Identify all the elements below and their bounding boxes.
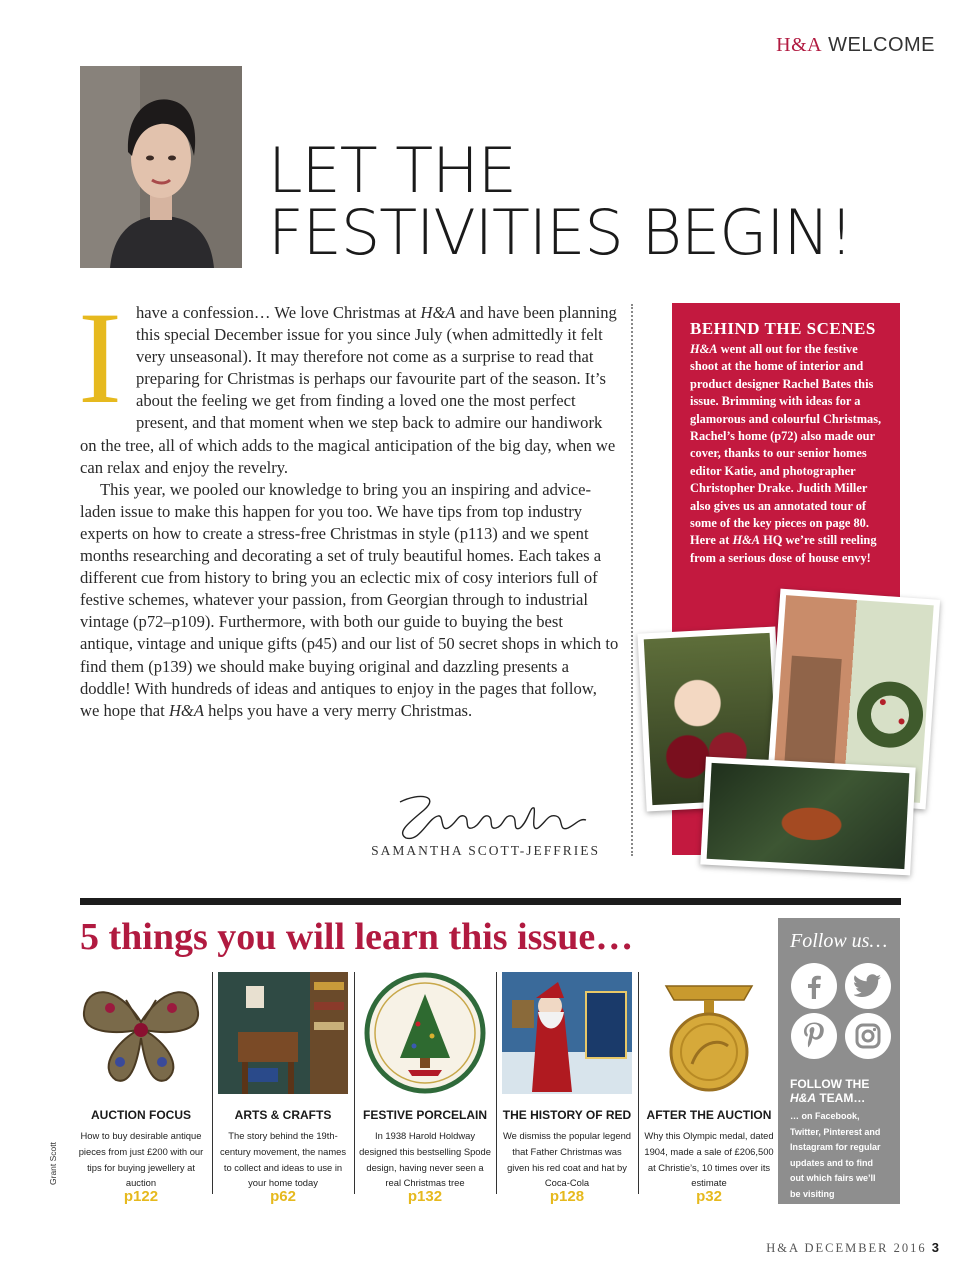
- things-title: 5 things you will learn this issue…: [80, 916, 634, 958]
- thing-title: AUCTION FOCUS: [91, 1108, 191, 1122]
- thing-page: p62: [270, 1188, 296, 1205]
- thing-page: p132: [407, 1188, 443, 1205]
- facebook-icon[interactable]: [791, 963, 837, 1009]
- folio-text: H&A DECEMBER 2016: [766, 1241, 927, 1255]
- thing-title: FESTIVE PORCELAIN: [362, 1108, 487, 1122]
- follow-head-b: TEAM…: [816, 1091, 866, 1105]
- thing-item-festive-porcelain: [356, 972, 494, 1205]
- arts-crafts-room-image: [218, 972, 348, 1094]
- thing-text: We dismiss the popular legend that Father Christmas was given his red coat and hat by Coca-Cola: [502, 1130, 632, 1189]
- thing-title: THE HISTORY OF RED: [502, 1108, 632, 1122]
- thing-divider: [354, 972, 355, 1194]
- thing-item-history-of-red: [498, 972, 636, 1205]
- editor-letter: [78, 284, 620, 722]
- headline: [268, 134, 918, 269]
- letter-p2-brand: H&A: [168, 700, 204, 720]
- things-list: [72, 972, 774, 1205]
- behind-the-scenes-text: [690, 341, 882, 567]
- father-christmas-card-image: [502, 972, 632, 1094]
- thing-text: The story behind the 19th-century movement, the names to collect and ideas to use in your home today: [219, 1130, 347, 1189]
- follow-us-box: [778, 918, 900, 1204]
- section-tag: [776, 34, 935, 57]
- letter-p1-brand: H&A: [420, 303, 456, 322]
- behind-brand-2: H&A: [732, 533, 760, 548]
- portrait-illustration: [80, 66, 242, 268]
- dropcap: I: [78, 284, 122, 431]
- social-icons: [791, 963, 888, 1059]
- instagram-icon[interactable]: [845, 1013, 891, 1059]
- thing-text: In 1938 Harold Holdway designed this bestselling Spode design, having never seen a real Christmas tree: [359, 1130, 491, 1189]
- letter-p1-part-b: and have been planning this special December issue for you since July (when admittedly it felt very unseasonal). It may therefore not come as a surprise to read that preparing for Christmas is perhaps our favourite part of the season. It’s about the feeling we get from finding a loved one the most perfect present, and that moment when we step back to admire our handiwork on the tree, all of which adds to the magical anticipation of the big day, when we can relax and enjoy the revelry.: [80, 303, 617, 477]
- behind-text-b: HQ we’re still reeling from a serious dose of house envy!: [690, 533, 877, 565]
- pinterest-icon[interactable]: [791, 1013, 837, 1059]
- headline-line-1: LET THE: [268, 134, 516, 207]
- behind-brand: H&A: [690, 342, 718, 356]
- letter-paragraph-2: [80, 479, 620, 722]
- thing-item-auction-focus: [72, 972, 210, 1205]
- thing-divider: [496, 972, 497, 1194]
- letter-p2-part-b: helps you have a very merry Christmas.: [203, 700, 473, 720]
- headline-line-2: FESTIVITIES BEGIN!: [268, 196, 853, 269]
- behind-text-a: went all out for the festive shoot at the home of interior and product designer Rachel Bates this issue. Brimming with ideas for a glamorous and colourful Christmas, Rachel’s home (p72) also made our cover, thanks to our senior homes editor Katie, and photographer Christopher Drake. Judith Miller also gives us an annotated tour of some of the key pieces on page 80. Here at: [690, 342, 882, 548]
- thing-item-after-the-auction: [640, 972, 778, 1205]
- column-divider: [631, 304, 633, 856]
- letter-p1-part-a: have a confession… We love Christmas at: [135, 303, 421, 322]
- spode-plate-image: [360, 972, 490, 1094]
- thing-page: p128: [549, 1188, 585, 1205]
- signature-name: SAMANTHA SCOTT-JEFFRIES: [371, 843, 600, 858]
- section-rule: [80, 898, 901, 905]
- pinterest-glyph: [802, 1022, 826, 1050]
- instagram-glyph: [855, 1023, 881, 1049]
- butterfly-brooch-image: [76, 972, 206, 1094]
- follow-us-title: Follow us…: [790, 930, 888, 952]
- photo-pheasant-image: [707, 763, 910, 869]
- page-number: 3: [931, 1240, 941, 1255]
- thing-title: AFTER THE AUCTION: [646, 1108, 772, 1122]
- follow-heading: [790, 1077, 888, 1105]
- letter-p2-part-a: This year, we pooled our knowledge to bring you an inspiring and advice-laden issue to make this happen for you too. We have tips from top industry experts on how to create a stress-free Christmas in style (p113) and we spent months researching and decorating a set of truly beautiful homes. Each takes a different cue from history to bring you an eclectic mix of cosy interiors full of festive schemes, whatever your passion, from Georgian through to industrial vintage (p72–p109). Furthermore, with both our guide to buying the best antique, vintage and unique gifts (p45) and our list of 50 secret shops in which to find them (p139) we should make buying original and dazzling presents a doddle! With hundreds of ideas and antiques to enjoy in the pages that follow, we hope that: [80, 479, 619, 720]
- twitter-glyph: [854, 974, 882, 998]
- editor-portrait: [80, 66, 242, 268]
- section-name: WELCOME: [828, 34, 935, 56]
- section-brand: H&A: [776, 34, 823, 56]
- thing-text: How to buy desirable antique pieces from just £200 with our tips for buying jewellery at auction: [78, 1130, 204, 1189]
- olympic-medal-image: [644, 972, 774, 1094]
- page-folio: [766, 1240, 941, 1256]
- thing-divider: [212, 972, 213, 1194]
- follow-head-a: FOLLOW THE: [790, 1077, 870, 1091]
- thing-page: p122: [123, 1188, 159, 1205]
- thing-divider: [638, 972, 639, 1194]
- thing-item-arts-crafts: [214, 972, 352, 1205]
- photo-pheasant-ornament: [700, 757, 915, 876]
- letter-paragraph-1: [78, 284, 620, 479]
- thing-page: p32: [696, 1188, 722, 1205]
- thing-text: Why this Olympic medal, dated 1904, made a sale of £206,500 at Christie’s, 10 times over its estimate: [644, 1130, 774, 1189]
- follow-text: … on Facebook, Twitter, Pinterest and Instagram for regular updates and to find out which fairs we’ll be visiting: [790, 1111, 881, 1199]
- behind-the-scenes-title: BEHIND THE SCENES: [690, 319, 876, 338]
- photo-credit: Grant Scott: [48, 1142, 58, 1185]
- twitter-icon[interactable]: [845, 963, 891, 1009]
- facebook-glyph: [801, 973, 827, 999]
- handwritten-signature: [380, 788, 600, 844]
- thing-title: ARTS & CRAFTS: [234, 1108, 332, 1122]
- follow-head-brand: H&A: [790, 1091, 816, 1105]
